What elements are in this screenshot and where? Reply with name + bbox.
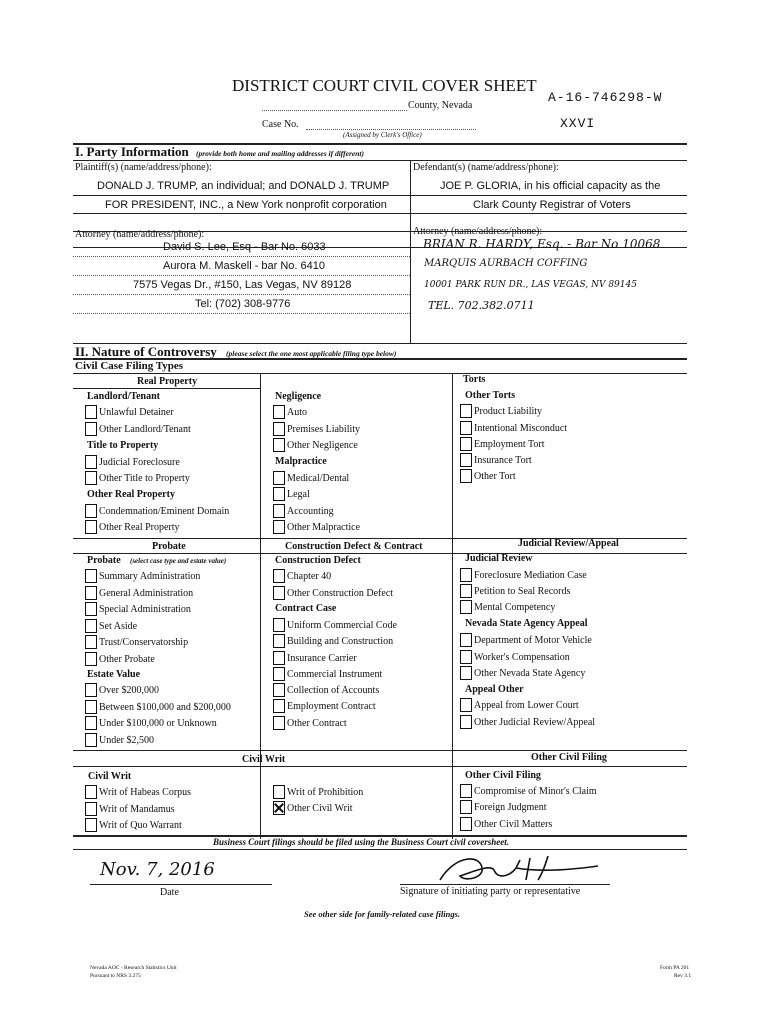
civil-case-filing-types: Civil Case Filing Types [75,360,184,372]
checkbox-box[interactable] [85,569,97,583]
insurance-tort-checkbox[interactable]: Insurance Tort [460,453,532,467]
chapter-40-checkbox[interactable]: Chapter 40 [273,569,331,583]
other-nevada-agency-checkbox[interactable]: Other Nevada State Agency [460,666,585,680]
checkbox-box[interactable] [460,698,472,712]
defendant-attorney-line: MARQUIS AURBACH COFFING [424,258,588,269]
checkbox-box[interactable] [460,800,472,814]
plaintiff-attorney-line: Tel: (702) 308-9776 [195,298,291,310]
judicial-review-appeal-heading: Judicial Review/Appeal [518,538,619,549]
between-100000-200000-checkbox[interactable]: Between $100,000 and $200,000 [85,700,231,714]
checkbox-box[interactable] [460,784,472,798]
checkbox-box[interactable] [273,471,285,485]
see-other-side-note: See other side for family-related case filings. [304,909,461,919]
estate-value-heading: Estate Value [87,669,141,680]
plaintiff-attorney-label: Attorney (name/address/phone): [75,229,205,240]
civil-writ-section-heading: Civil Writ [242,754,286,765]
civil-writ-heading: Civil Writ [88,771,132,782]
prohibition-checkbox[interactable]: Writ of Prohibition [273,785,363,799]
checkbox-box[interactable] [85,635,97,649]
other-real-property-heading: Other Real Property [87,489,175,500]
under-100000-checkbox[interactable]: Under $100,000 or Unknown [85,716,217,730]
checkbox-box[interactable] [460,469,472,483]
checkbox-box[interactable] [273,422,285,436]
nature-of-controversy-heading: II. Nature of Controversy [75,344,217,359]
checkbox-box[interactable] [85,785,97,799]
plaintiff-attorney-line: Aurora M. Maskell - bar No. 6410 [163,260,326,272]
other-civil-filing-heading: Other Civil Filing [465,770,541,781]
probate-subheading: Probate [87,555,121,566]
habeas-corpus-checkbox[interactable]: Writ of Habeas Corpus [85,785,191,799]
checkbox-box[interactable] [85,716,97,730]
checkbox-box[interactable] [460,568,472,582]
probate-note: (select case type and estate value) [130,557,227,565]
contract-case-heading: Contract Case [275,603,337,614]
checkbox-box[interactable] [460,584,472,598]
trust-conservatorship-checkbox[interactable]: Trust/Conservatorship [85,635,188,649]
other-real-property-checkbox[interactable]: Other Real Property [85,520,180,534]
other-civil-matters-checkbox[interactable]: Other Civil Matters [460,817,552,831]
checkbox-box-checked[interactable] [273,801,285,815]
checkbox-box[interactable] [85,700,97,714]
agency-line-1: Nevada AOC - Research Statistics Unit [90,965,177,971]
accounting-checkbox[interactable]: Accounting [273,504,334,518]
form-revision: Rev 3.1 [674,973,692,979]
checkbox-box[interactable] [273,667,285,681]
checkbox-box[interactable] [85,455,97,469]
checkbox-box[interactable] [273,618,285,632]
form-number: Form PA 201 [660,965,690,971]
plaintiff-line-1: DONALD J. TRUMP, an individual; and DONALD J. TRUMP [97,180,390,192]
foreclosure-mediation-checkbox[interactable]: Foreclosure Mediation Case [460,568,587,582]
checkbox-box[interactable] [85,520,97,534]
checkbox-box[interactable] [273,504,285,518]
appeal-other-heading: Appeal Other [465,684,524,695]
other-title-checkbox[interactable]: Other Title to Property [85,471,190,485]
compromise-minor-checkbox[interactable]: Compromise of Minor's Claim [460,784,597,798]
over-200000-checkbox[interactable]: Over $200,000 [85,683,159,697]
checkbox-box[interactable] [85,802,97,816]
intentional-misconduct-checkbox[interactable]: Intentional Misconduct [460,421,567,435]
case-number-stamp: A-16-746298-W [548,90,663,105]
checkbox-box[interactable] [460,817,472,831]
checkbox-box[interactable] [273,487,285,501]
agency-line-2: Pursuant to NRS 3.275 [90,973,141,979]
checkbox-box[interactable] [273,683,285,697]
checkbox-box[interactable] [273,586,285,600]
defendant-label: Defendant(s) (name/address/phone): [413,162,559,173]
judicial-review-heading: Judicial Review [465,553,533,564]
checkbox-box[interactable] [273,438,285,452]
general-administration-checkbox[interactable]: General Administration [85,586,193,600]
checkbox-box[interactable] [273,520,285,534]
other-probate-checkbox[interactable]: Other Probate [85,652,155,666]
assigned-note: (Assigned by Clerk's Office) [343,131,422,139]
construction-defect-heading: Construction Defect [275,555,361,566]
mandamus-checkbox[interactable]: Writ of Mandamus [85,802,175,816]
page-title: DISTRICT COURT CIVIL COVER SHEET [232,76,537,95]
other-judicial-review-checkbox[interactable]: Other Judicial Review/Appeal [460,715,595,729]
nevada-agency-appeal-heading: Nevada State Agency Appeal [465,618,588,629]
checkbox-box[interactable] [460,600,472,614]
title-to-property-heading: Title to Property [87,440,159,451]
checkbox-box[interactable] [273,785,285,799]
checkbox-box[interactable] [273,569,285,583]
county-label: County, Nevada [408,100,473,111]
dmv-checkbox[interactable]: Department of Motor Vehicle [460,633,592,647]
date-value: Nov. 7, 2016 [100,859,215,880]
employment-tort-checkbox[interactable]: Employment Tort [460,437,545,451]
building-construction-checkbox[interactable]: Building and Construction [273,634,393,648]
other-civil-filing-section-heading: Other Civil Filing [531,752,607,763]
ucc-checkbox[interactable]: Uniform Commercial Code [273,618,397,632]
collection-accounts-checkbox[interactable]: Collection of Accounts [273,683,379,697]
controversy-heading-note: (please select the one most applicable filing type below) [226,349,397,358]
summary-administration-checkbox[interactable]: Summary Administration [85,569,200,583]
defendant-attorney-line: 10001 PARK RUN DR., LAS VEGAS, NV 89145 [424,280,637,290]
judicial-foreclosure-checkbox[interactable]: Judicial Foreclosure [85,455,180,469]
condemnation-checkbox[interactable]: Condemnation/Eminent Domain [85,504,229,518]
defendant-attorney-line: TEL. 702.382.0711 [428,299,535,312]
landlord-tenant-heading: Landlord/Tenant [87,391,160,402]
other-civil-writ-checkbox[interactable]: Other Civil Writ [273,801,353,815]
other-landlord-tenant-checkbox[interactable]: Other Landlord/Tenant [85,422,191,436]
negligence-heading: Negligence [275,391,322,402]
commercial-instrument-checkbox[interactable]: Commercial Instrument [273,667,382,681]
checkbox-box[interactable] [273,716,285,730]
checkbox-box[interactable] [85,422,97,436]
checkbox-box[interactable] [85,619,97,633]
party-information-heading: I. Party Information [75,144,189,159]
malpractice-heading: Malpractice [275,456,327,467]
employment-contract-checkbox[interactable]: Employment Contract [273,699,376,713]
checkbox-box[interactable] [273,634,285,648]
seal-records-checkbox[interactable]: Petition to Seal Records [460,584,570,598]
checkbox-box[interactable] [85,504,97,518]
set-aside-checkbox[interactable]: Set Aside [85,619,137,633]
defendant-line-2: Clark County Registrar of Voters [473,199,631,211]
plaintiff-label: Plaintiff(s) (name/address/phone): [75,162,212,173]
business-court-note: Business Court filings should be filed using the Business Court civil coversheet. [213,837,510,847]
checkbox-box[interactable] [460,650,472,664]
defendant-line-1: JOE P. GLORIA, in his official capacity as the [440,180,661,192]
checkbox-box[interactable] [85,602,97,616]
checkbox-box[interactable] [85,586,97,600]
plaintiff-attorney-line: 7575 Vegas Dr., #150, Las Vegas, NV 89128 [133,279,352,291]
special-administration-checkbox[interactable]: Special Administration [85,602,191,616]
checkbox-box[interactable] [273,651,285,665]
checkbox-box[interactable] [460,666,472,680]
workers-compensation-checkbox[interactable]: Worker's Compensation [460,650,570,664]
checkbox-box[interactable] [273,405,285,419]
other-torts-heading: Other Torts [465,390,516,401]
defendant-attorney-label: Attorney (name/address/phone): [413,226,543,237]
unlawful-detainer-checkbox[interactable]: Unlawful Detainer [85,405,174,419]
premises-liability-checkbox[interactable]: Premises Liability [273,422,360,436]
checkbox-box[interactable] [460,453,472,467]
checkbox-box[interactable] [85,652,97,666]
legal-checkbox[interactable]: Legal [273,487,310,501]
construction-contract-heading: Construction Defect & Contract [285,541,423,552]
party-heading-note: (provide both home and mailing addresses if different) [196,149,364,158]
plaintiff-attorney-line: David S. Lee, Esq - Bar No. 6033 [163,241,326,253]
foreign-judgment-checkbox[interactable]: Foreign Judgment [460,800,547,814]
checkbox-box[interactable] [85,471,97,485]
signature-label: Signature of initiating party or representative [400,886,581,897]
quo-warrant-checkbox[interactable]: Writ of Quo Warrant [85,818,182,832]
defendant-attorney-line: BRIAN R. HARDY, Esq. - Bar No 10068 [423,237,661,251]
case-no-label: Case No. [262,119,299,130]
other-negligence-checkbox[interactable]: Other Negligence [273,438,358,452]
appeal-lower-court-checkbox[interactable]: Appeal from Lower Court [460,698,579,712]
product-liability-checkbox[interactable]: Product Liability [460,404,542,418]
other-malpractice-checkbox[interactable]: Other Malpractice [273,520,360,534]
department-stamp: XXVI [560,116,596,131]
probate-heading: Probate [152,541,186,552]
other-tort-checkbox[interactable]: Other Tort [460,469,516,483]
checkbox-box[interactable] [85,818,97,832]
other-construction-defect-checkbox[interactable]: Other Construction Defect [273,586,393,600]
checkbox-box[interactable] [85,405,97,419]
checkbox-box[interactable] [273,699,285,713]
checkbox-box[interactable] [460,404,472,418]
torts-heading: Torts [463,374,486,385]
checkbox-box[interactable] [460,633,472,647]
date-label: Date [160,887,179,898]
checkbox-box[interactable] [85,733,97,747]
checkbox-box[interactable] [460,421,472,435]
mental-competency-checkbox[interactable]: Mental Competency [460,600,555,614]
checkbox-box[interactable] [460,715,472,729]
real-property-heading: Real Property [137,376,198,387]
plaintiff-line-2: FOR PRESIDENT, INC., a New York nonprofit corporation [105,199,387,211]
other-contract-checkbox[interactable]: Other Contract [273,716,347,730]
checkbox-box[interactable] [460,437,472,451]
insurance-carrier-checkbox[interactable]: Insurance Carrier [273,651,357,665]
auto-checkbox[interactable]: Auto [273,405,307,419]
checkbox-box[interactable] [85,683,97,697]
medical-dental-checkbox[interactable]: Medical/Dental [273,471,349,485]
under-2500-checkbox[interactable]: Under $2,500 [85,733,154,747]
